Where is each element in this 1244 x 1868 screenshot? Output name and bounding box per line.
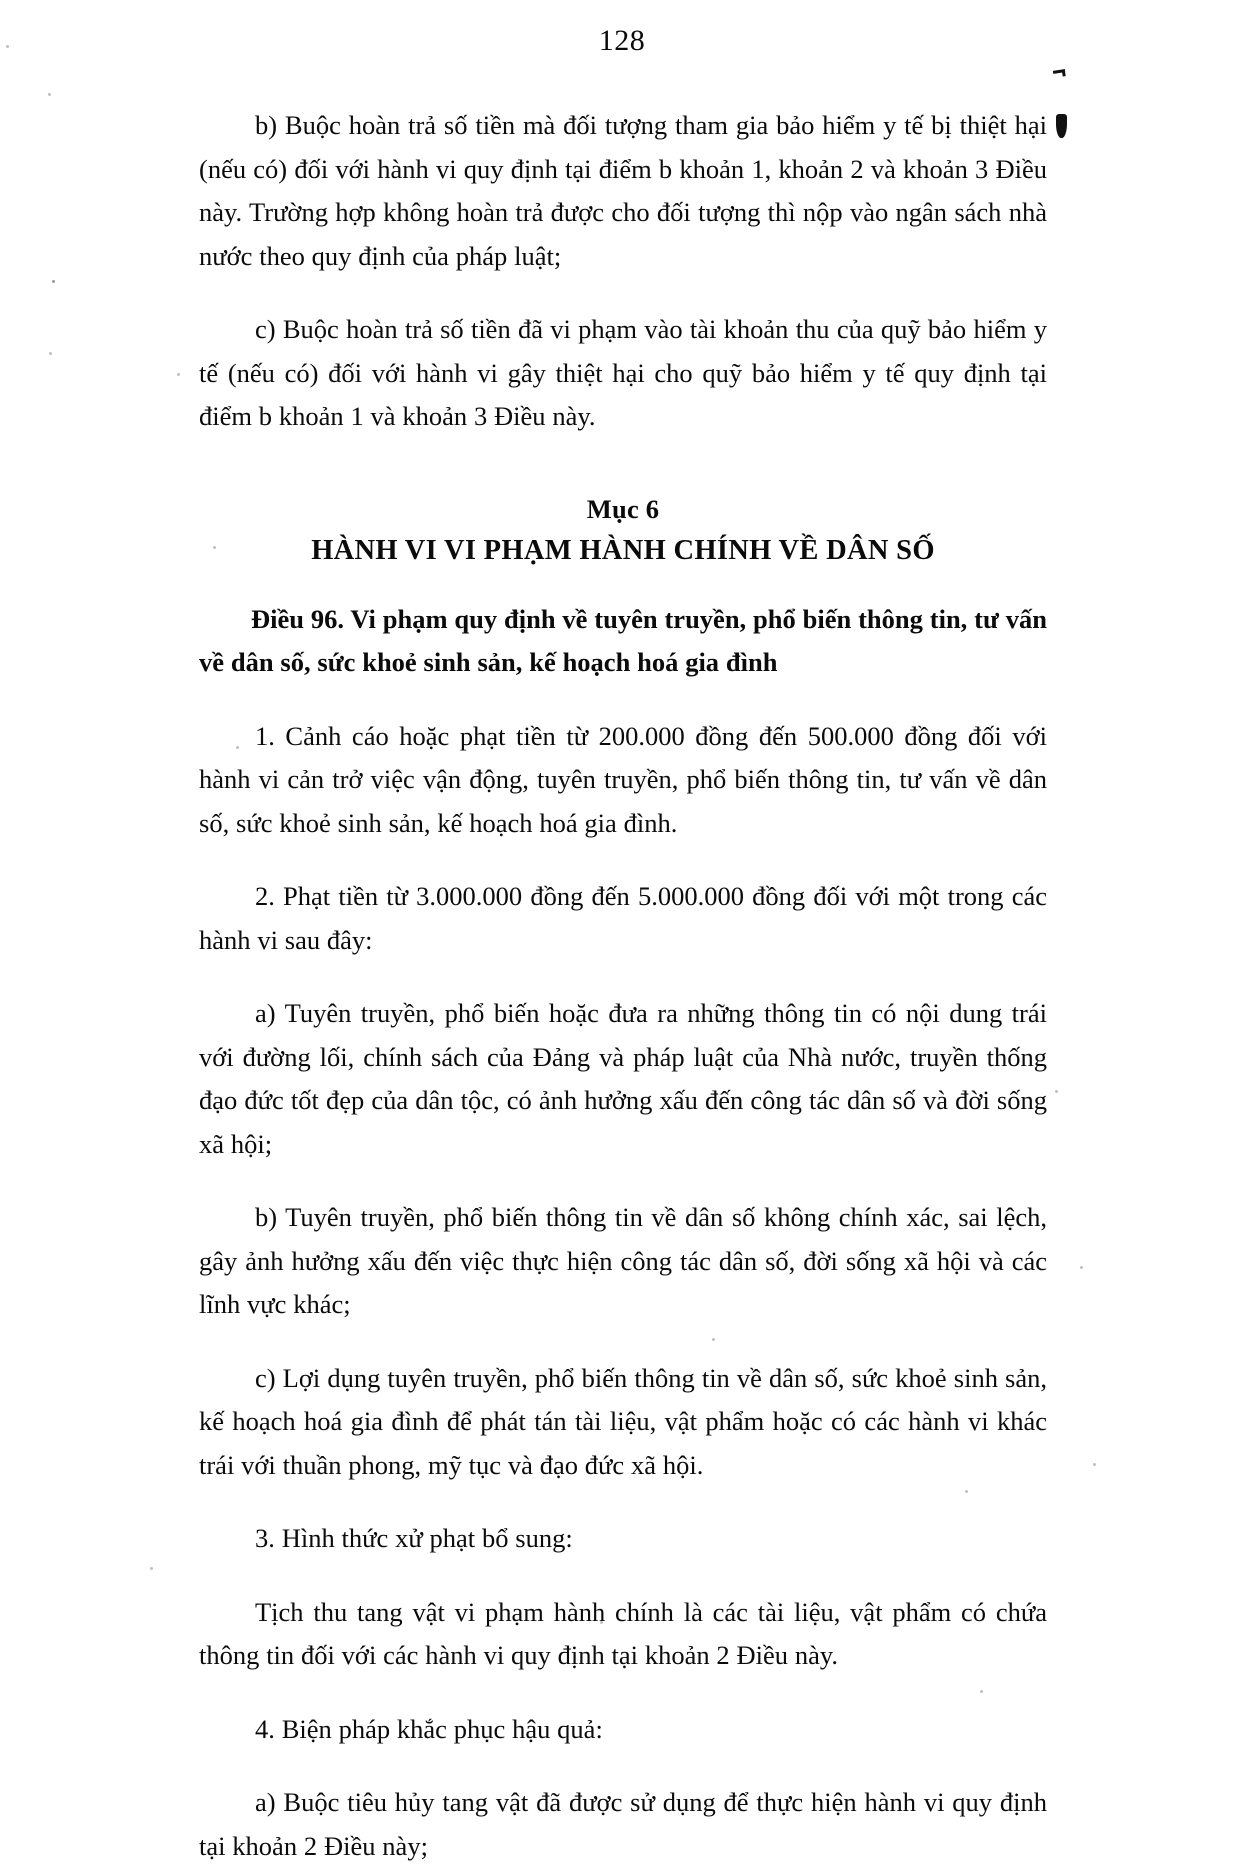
section-heading-title: HÀNH VI VI PHẠM HÀNH CHÍNH VỀ DÂN SỐ	[311, 534, 935, 566]
scan-speck	[1080, 1266, 1083, 1269]
paragraph-clause-3: 3. Hình thức xử phạt bổ sung:	[255, 1523, 573, 1553]
paragraph-clause-2-point-a: a) Tuyên truyền, phổ biến hoặc đưa ra những thông tin có nội dung trái với đường lối, chính sách của Đảng và pháp luật của Nhà nước, truyền thống đạo đức tốt đẹp của dân tộc, có ảnh hưởng xấu đến công tác dân số và đời sống xã hội;	[199, 998, 1047, 1159]
paragraph-clause-2-point-b: b) Tuyên truyền, phổ biến thông tin về dân số không chính xác, sai lệch, gây ảnh hưởng xấu đến việc thực hiện công tác dân số, đời sống xã hội và các lĩnh vực khác;	[199, 1202, 1047, 1319]
scan-speck	[177, 373, 180, 376]
scan-artifact-tick-icon	[1053, 69, 1065, 74]
scan-speck	[49, 352, 52, 355]
page-number: 128	[598, 24, 646, 57]
paragraph-clause-4: 4. Biện pháp khắc phục hậu quả:	[255, 1713, 603, 1744]
paragraph-clause-2: 2. Phạt tiền từ 3.000.000 đồng đến 5.000.000 đồng đối với một trong các hành vi sau đây:	[199, 881, 1047, 955]
section-heading-muc: Mục 6	[586, 493, 660, 524]
scan-speck	[150, 1567, 153, 1570]
section-heading	[199, 489, 1047, 573]
paragraph-clause-2-point-c: c) Lợi dụng tuyên truyền, phổ biến thông tin về dân số, sức khoẻ sinh sản, kế hoạch hoá gia đình để phát tán tài liệu, vật phẩm hoặc có các hành vi khác trái với thuần phong, mỹ tục và đạo đức xã hội.	[199, 1362, 1047, 1480]
article-heading: Điều 96. Vi phạm quy định về tuyên truyền, phổ biến thông tin, tư vấn về dân số, sức khoẻ sinh sản, kế hoạch hoá gia đình	[199, 603, 1047, 677]
paragraph-point-c: c) Buộc hoàn trả số tiền đã vi phạm vào tài khoản thu của quỹ bảo hiểm y tế (nếu có) đối với hành vi gây thiệt hại cho quỹ bảo hiểm y tế quy định tại điểm b khoản 1 và khoản 3 Điều này.	[199, 314, 1047, 431]
scan-speck	[6, 45, 9, 48]
paragraph-clause-4-point-a: a) Buộc tiêu hủy tang vật đã được sử dụng để thực hiện hành vi quy định tại khoản 2 Điều này;	[199, 1787, 1047, 1861]
scan-artifact-blob-icon	[1056, 114, 1067, 138]
scan-speck	[1093, 1463, 1096, 1466]
scan-speck	[1055, 1090, 1058, 1093]
document-body	[199, 104, 1047, 1868]
paragraph-clause-1: 1. Cảnh cáo hoặc phạt tiền từ 200.000 đồng đến 500.000 đồng đối với hành vi cản trở việc vận động, tuyên truyền, phổ biến thông tin, tư vấn về dân số, sức khoẻ sinh sản, kế hoạch hoá gia đình.	[199, 720, 1047, 838]
scan-speck	[48, 93, 51, 96]
paragraph-point-b: b) Buộc hoàn trả số tiền mà đối tượng tham gia bảo hiểm y tế bị thiệt hại (nếu có) đối với hành vi quy định tại điểm b khoản 1, khoản 2 và khoản 3 Điều này. Trường hợp không hoàn trả được cho đối tượng thì nộp vào ngân sách nhà nước theo quy định của pháp luật;	[199, 110, 1047, 271]
scan-speck	[52, 280, 55, 283]
paragraph-clause-3-body: Tịch thu tang vật vi phạm hành chính là các tài liệu, vật phẩm có chứa thông tin đối với các hành vi quy định tại khoản 2 Điều này.	[199, 1596, 1047, 1670]
